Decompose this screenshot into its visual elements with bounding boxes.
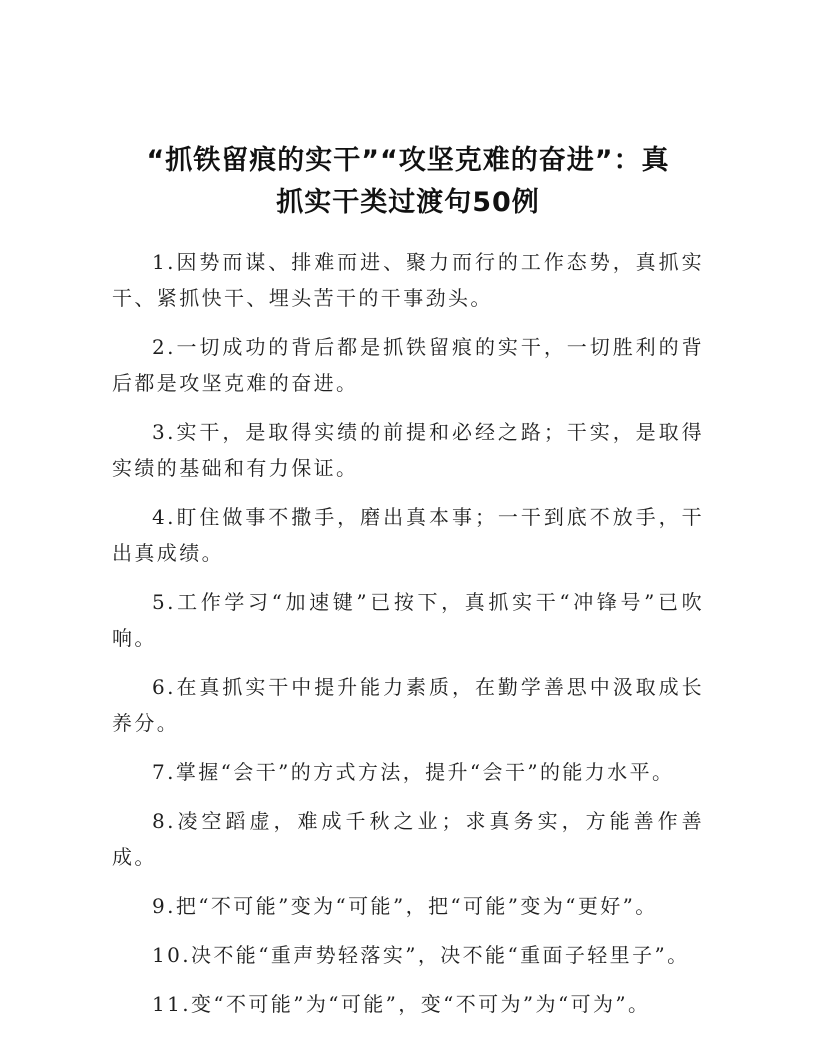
- list-item: 10.决不能“重声势轻落实”，决不能“重面子轻里子”。: [152, 943, 690, 967]
- list-item: 11.变“不可能”为“可能”，变“不可为”为“可为”。: [152, 992, 651, 1016]
- document-title: [112, 140, 704, 224]
- title-line-2: 抓实干类过渡句50例: [276, 187, 540, 218]
- list-item: 1.因势而谋、排难而进、聚力而行的工作态势，真抓实干、紧抓快干、埋头苦干的干事劲头。: [112, 250, 704, 310]
- list-item: 9.把“不可能”变为“可能”，把“可能”变为“更好”。: [152, 894, 658, 918]
- list-item: 7.掌握“会干”的方式方法，提升“会干”的能力水平。: [152, 760, 675, 784]
- list-item: 6.在真抓实干中提升能力素质，在勤学善思中汲取成长养分。: [112, 675, 704, 735]
- list-item: 8.凌空蹈虚，难成千秋之业；求真务实，方能善作善成。: [112, 809, 704, 869]
- list-item: 5.工作学习“加速键”已按下，真抓实干“冲锋号”已吹响。: [112, 590, 704, 650]
- list-item: 3.实干，是取得实绩的前提和必经之路；干实，是取得实绩的基础和有力保证。: [112, 420, 704, 480]
- list-item: 2.一切成功的背后都是抓铁留痕的实干，一切胜利的背后都是攻坚克难的奋进。: [112, 335, 704, 395]
- item-list: [112, 244, 704, 1022]
- title-line-1: “抓铁留痕的实干”“攻坚克难的奋进”：真: [146, 145, 670, 176]
- list-item: 4.盯住做事不撒手，磨出真本事；一干到底不放手，干出真成绩。: [112, 505, 704, 565]
